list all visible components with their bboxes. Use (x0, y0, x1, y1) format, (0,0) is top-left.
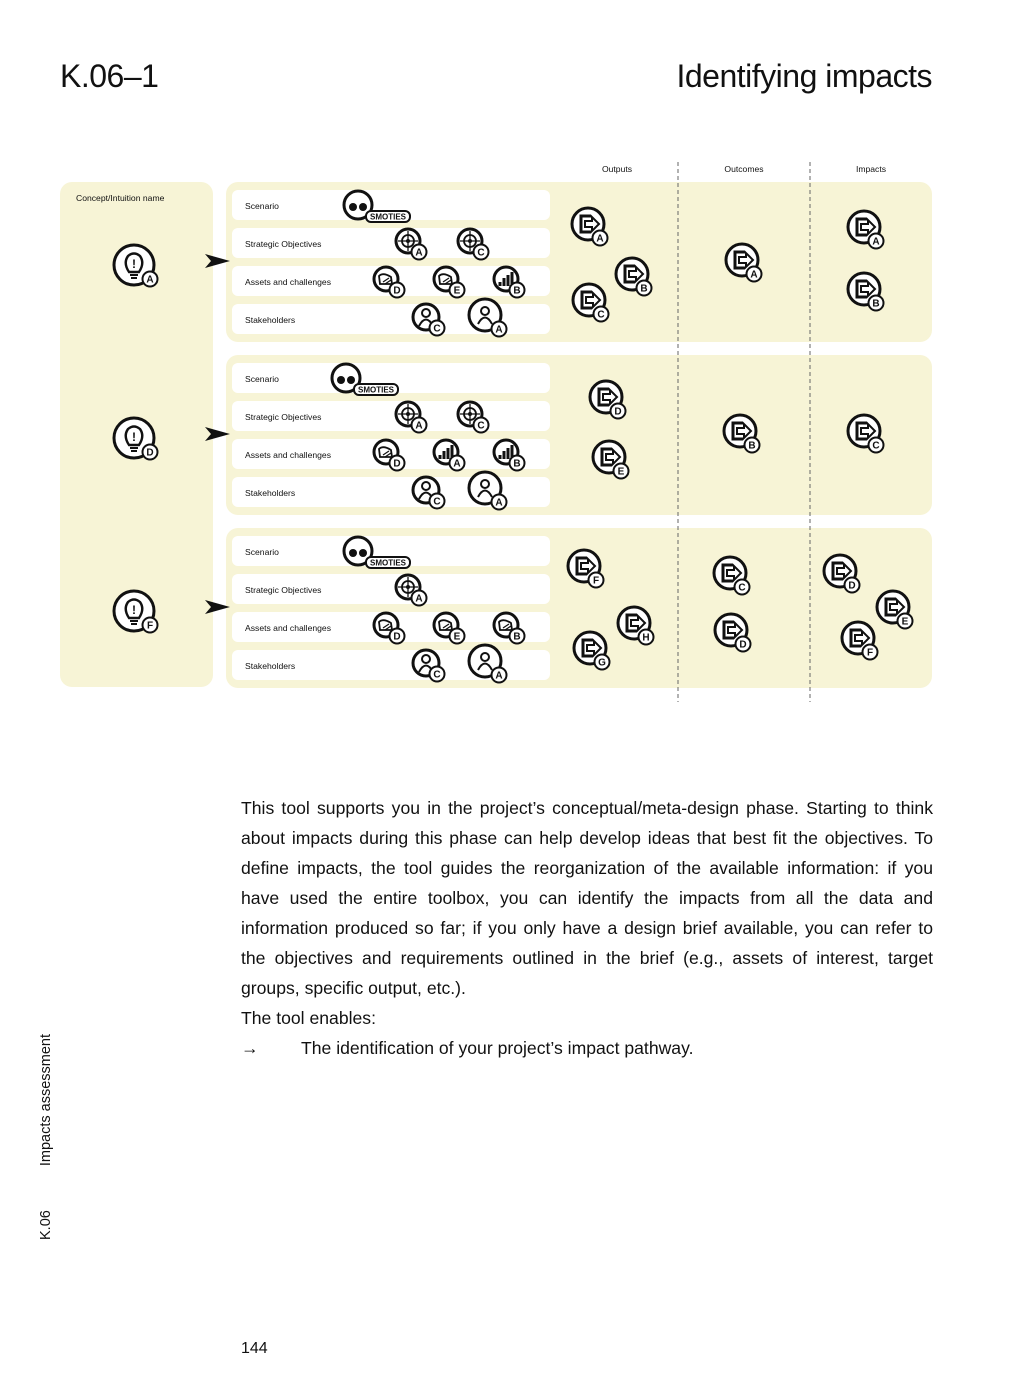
badge-letter: A (495, 670, 503, 682)
bullet-item (241, 1033, 933, 1063)
badge-letter: C (477, 420, 485, 432)
hand-shape (379, 447, 392, 457)
badge-letter: D (848, 580, 856, 592)
hand-shape (379, 620, 392, 630)
row-label: Stakeholders (245, 488, 296, 498)
lens-right (347, 376, 355, 384)
row-label: Strategic Objectives (245, 412, 322, 422)
hand-shape (499, 620, 512, 630)
badge-letter: C (738, 582, 746, 594)
badge-letter: A (495, 324, 503, 336)
chart-bar (443, 451, 446, 459)
bulb-mark: ! (132, 430, 136, 444)
row-label: Assets and challenges (245, 450, 331, 460)
side-running-label (38, 1034, 54, 1240)
row-label: Assets and challenges (245, 623, 331, 633)
row-label: Strategic Objectives (245, 239, 322, 249)
page-title: Identifying impacts (676, 58, 932, 94)
hand-shape (379, 274, 392, 284)
side-section: Impacts assessment (38, 1033, 54, 1167)
badge-letter: B (513, 631, 521, 643)
section-code: K.06–1 (60, 58, 159, 94)
scenario-badge-text: SMOTIES (369, 212, 407, 222)
concept-label: Concept/Intuition name (76, 193, 165, 203)
row-label: Scenario (245, 201, 279, 211)
badge-letter: A (750, 269, 758, 281)
badge-letter: A (596, 233, 604, 245)
row-label: Stakeholders (245, 661, 296, 671)
row-label: Scenario (245, 547, 279, 557)
badge-letter: C (872, 440, 880, 452)
badge-letter: B (640, 283, 648, 295)
scenario-badge-text: SMOTIES (357, 385, 395, 395)
side-code: K.06 (38, 1210, 54, 1240)
bullet-text: The identification of your project’s impact pathway. (301, 1038, 694, 1058)
badge-letter: E (453, 285, 461, 297)
arrow-icon: → (241, 1038, 259, 1058)
body-text (241, 793, 933, 1063)
chart-bar (503, 451, 506, 459)
badge-letter: F (866, 647, 874, 659)
badge-letter: G (598, 657, 606, 669)
chart-bar (447, 448, 450, 459)
column-header-impacts: Impacts (855, 164, 887, 174)
badge-letter: F (592, 575, 600, 587)
chart-bar (503, 278, 506, 286)
badge-letter: D (393, 458, 401, 470)
badge-letter: A (872, 236, 880, 248)
badge-letter: A (146, 274, 154, 286)
chart-bar (507, 275, 510, 286)
chart-bar (499, 455, 502, 459)
badge-letter: A (453, 458, 461, 470)
badge-letter: D (146, 447, 154, 459)
enables-label: The tool enables: (241, 1008, 376, 1028)
lens-left (349, 203, 357, 211)
hand-shape (439, 620, 452, 630)
row-label: Stakeholders (245, 315, 296, 325)
badge-letter: B (748, 440, 756, 452)
lens-right (359, 203, 367, 211)
badge-letter: E (901, 616, 909, 628)
badge-letter: D (614, 406, 622, 418)
column-header-outcomes: Outcomes (724, 164, 764, 174)
badge-letter: F (146, 620, 154, 632)
row-label: Assets and challenges (245, 277, 331, 287)
badge-letter: C (433, 669, 441, 681)
badge-letter: E (453, 631, 461, 643)
chart-bar (439, 455, 442, 459)
lens-right (359, 549, 367, 557)
badge-letter: C (433, 323, 441, 335)
lens-left (337, 376, 345, 384)
badge-letter: C (597, 309, 605, 321)
badge-letter: D (739, 639, 747, 651)
badge-letter: D (393, 631, 401, 643)
badge-letter: A (415, 247, 423, 259)
badge-letter: B (513, 285, 521, 297)
badge-letter: B (513, 458, 521, 470)
bulb-mark: ! (132, 257, 136, 271)
scenario-badge-text: SMOTIES (369, 558, 407, 568)
column-header-outputs: Outputs (601, 164, 633, 174)
badge-letter: D (393, 285, 401, 297)
badge-letter: C (477, 247, 485, 259)
chart-bar (507, 448, 510, 459)
page-number: 144 (241, 1340, 268, 1357)
row-label: Scenario (245, 374, 279, 384)
badge-letter: A (415, 593, 423, 605)
chart-bar (499, 282, 502, 286)
badge-letter: A (495, 497, 503, 509)
badge-letter: A (415, 420, 423, 432)
badge-letter: B (872, 298, 880, 310)
row-label: Strategic Objectives (245, 585, 322, 595)
bulb-mark: ! (132, 603, 136, 617)
badge-letter: H (642, 632, 650, 644)
hand-shape (439, 274, 452, 284)
intro-paragraph: This tool supports you in the project’s conceptual/meta-design phase. Starting to think about impacts during this phase can help develop ideas that best fit the objectives. To define impacts, the tool guides the reorganization of the available information: if you have used the entire toolbox, you can identify the impacts from all the data and information produced so far; if you only have a design brief available, you can refer to the objectives and requirements outlined in the brief (e.g., assets of interest, target groups, specific output, etc.). (241, 798, 933, 998)
badge-letter: E (617, 466, 625, 478)
lens-left (349, 549, 357, 557)
badge-letter: C (433, 496, 441, 508)
